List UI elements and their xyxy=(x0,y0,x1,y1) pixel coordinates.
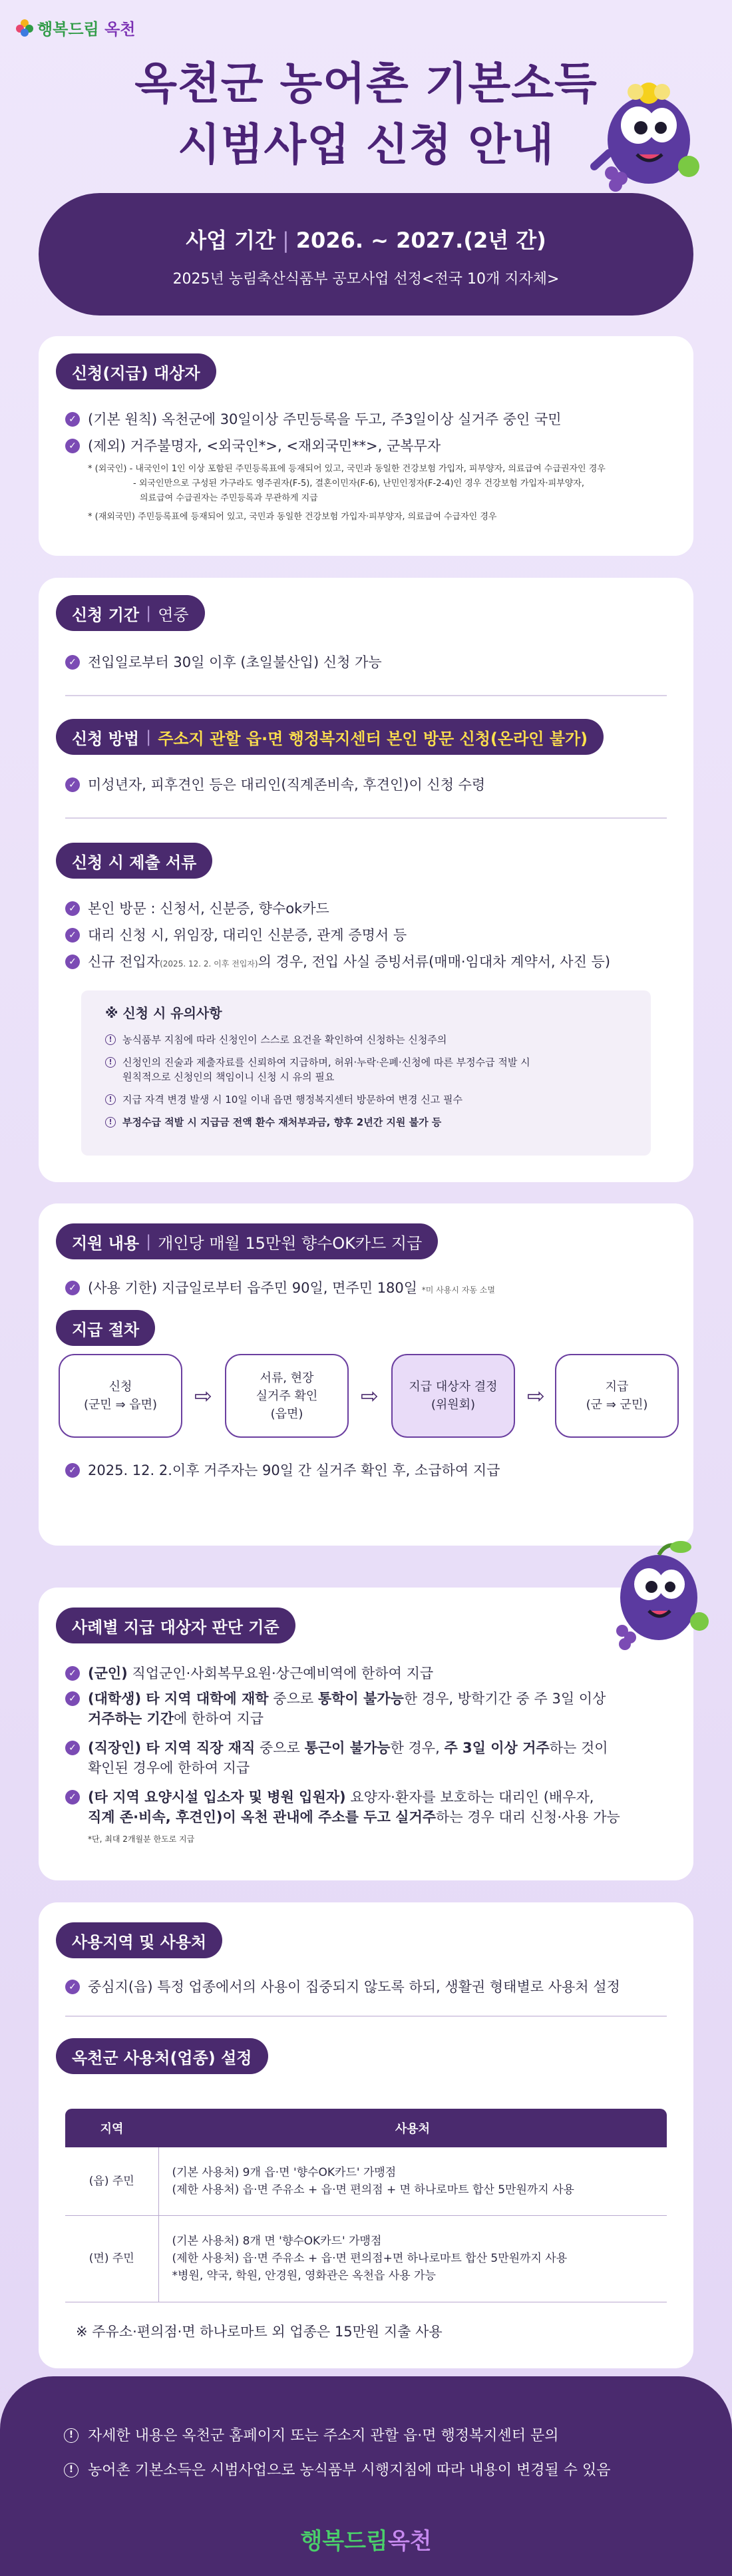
period-value: 2026. ~ 2027.(2년 간) xyxy=(295,228,546,253)
check-icon: ✓ xyxy=(65,777,80,792)
notice-item-1: ! 농식품부 지침에 따라 신청인이 스스로 요건을 확인하여 신청하는 신청주의 xyxy=(105,1033,638,1047)
cases-card xyxy=(39,1588,693,1880)
table-row: (면) 주민 (기본 사용처) 8개 면 '향수OK카드' 가맹점 (제한 사용처) 읍·면 주유소 + 읍·면 편의점+면 하나로마트 합산 5만원까지 사용 *병원, 약국, 학원, 안경원, 영화관은 옥천읍 사용 가능 xyxy=(65,2215,667,2302)
support-card xyxy=(39,1203,693,1546)
foreigner-note-2: - 외국인만으로 구성된 가구라도 영주권자(F-5), 결혼이민자(F-6), 난민인정자(F-2-4)인 경우 건강보험 가입자·피부양자, xyxy=(133,479,585,489)
title-line-1: 옥천군 농어촌 기본소득 xyxy=(134,58,598,109)
overseas-note: * (재외국민) 주민등록표에 등재되어 있고, 국민과 동일한 건강보험 가입자·피부양자, 의료급여 수급자인 경우 xyxy=(88,512,497,522)
support-item: ✓ (사용 기한) 지급일로부터 읍주민 90일, 면주민 180일 *미 사용시 자동 소멸 xyxy=(65,1278,664,1300)
check-icon: ✓ xyxy=(65,928,80,943)
notice-title: ※ 신청 시 유의사항 xyxy=(105,1005,222,1021)
divider xyxy=(65,817,667,819)
grape-mascot-icon xyxy=(582,67,715,200)
usage-table xyxy=(65,2109,667,2302)
grape-mascot-icon xyxy=(602,1531,715,1664)
footer-logo: 행복드림옥천 xyxy=(300,2528,432,2555)
footer-line-1: ! 자세한 내용은 옥천군 홈페이지 또는 주소지 관할 읍·면 행정복지센터 문의 xyxy=(64,2424,559,2445)
check-icon: ✓ xyxy=(65,655,80,670)
care-facility-note: *단, 최대 2개월분 한도로 지급 xyxy=(88,1834,195,1844)
doc-item-1: ✓ 본인 방문 : 신청서, 신분증, 향수ok카드 xyxy=(65,899,664,919)
exclamation-icon: ! xyxy=(105,1094,116,1105)
exclamation-icon: ! xyxy=(105,1034,116,1045)
arrow-right-icon: ⇨ xyxy=(361,1383,379,1408)
check-icon: ✓ xyxy=(65,1790,80,1805)
case-student: ✓ (대학생) 타 지역 대학에 재학 중으로 통학이 불가능한 경우, 방학기간 중 주 3일 이상 거주하는 기간에 한하여 지급 xyxy=(65,1689,664,1729)
footer-line-2: ! 농어촌 기본소득은 시범사업으로 농식품부 시행지침에 따라 내용이 변경될 수 있음 xyxy=(64,2459,611,2479)
divider xyxy=(65,2016,667,2017)
check-icon: ✓ xyxy=(65,1666,80,1681)
process-step-4: 지급 (군 ⇒ 군민) xyxy=(555,1354,679,1438)
application-card xyxy=(39,578,693,1182)
application-notice-box xyxy=(81,990,651,1156)
process-step-2: 서류, 현장 실거주 확인 (읍면) xyxy=(225,1354,349,1438)
check-icon: ✓ xyxy=(65,1980,80,1994)
arrow-right-icon: ⇨ xyxy=(194,1383,212,1408)
top-logo xyxy=(16,16,135,39)
logo-text-2: 옥천 xyxy=(104,20,136,39)
period-label: 사업 기간 xyxy=(186,228,275,253)
usage-card xyxy=(39,1902,693,2368)
check-icon: ✓ xyxy=(65,901,80,916)
project-period-banner: 사업 기간 | 2026. ~ 2027.(2년 간) 2025년 농림축산식품부 공모사업 선정<전국 10개 지자체> xyxy=(39,193,693,316)
cases-heading: 사례별 지급 대상자 판단 기준 xyxy=(56,1608,295,1643)
exclamation-icon: ! xyxy=(64,2463,79,2477)
col-place: 사용처 xyxy=(158,2109,667,2147)
divider xyxy=(65,695,667,696)
title-line-2: 시범사업 신청 안내 xyxy=(177,119,554,170)
exclamation-icon: ! xyxy=(105,1117,116,1128)
process-step-1: 신청 (군민 ⇒ 읍면) xyxy=(59,1354,182,1438)
check-icon: ✓ xyxy=(65,1463,80,1478)
application-period-heading: 신청 기간 | 연중 xyxy=(56,595,205,631)
documents-heading: 신청 시 제출 서류 xyxy=(56,843,212,879)
process-item: ✓ 2025. 12. 2.이후 거주자는 90일 간 실거주 확인 후, 소급하여 지급 xyxy=(65,1460,664,1480)
banner-subtitle: 2025년 농림축산식품부 공모사업 선정<전국 10개 지자체> xyxy=(172,271,560,288)
support-heading: 지원 내용 | 개인당 매월 15만원 향수OK카드 지급 xyxy=(56,1223,438,1259)
check-icon: ✓ xyxy=(65,412,80,427)
application-method-heading: 신청 방법 | 주소지 관할 읍·면 행정복지센터 본인 방문 신청(온라인 불가) xyxy=(56,719,604,755)
notice-item-2b: 원칙적으로 신청인의 책임이니 신청 시 유의 필요 xyxy=(122,1071,335,1083)
eligibility-heading: 신청(지급) 대상자 xyxy=(56,353,216,389)
check-icon: ✓ xyxy=(65,955,80,969)
foreigner-note: * (외국인) - 내국인이 1인 이상 포함된 주민등록표에 등재되어 있고, 국민과 동일한 건강보험 가입자, 피부양자, 의료급여 수급권자인 경우 xyxy=(88,464,606,474)
foreigner-note-3: 의료급여 수급권자는 주민등록과 무관하게 지급 xyxy=(140,493,318,503)
check-icon: ✓ xyxy=(65,1691,80,1706)
notice-item-3: ! 지급 자격 변경 발생 시 10일 이내 읍면 행정복지센터 방문하여 변경 신고 필수 xyxy=(105,1093,638,1107)
table-row: (읍) 주민 (기본 사용처) 9개 읍·면 '향수OK카드' 가맹점 (제한 사용처) 읍·면 주유소 + 읍·면 편의점 + 면 하나로마트 합산 5만원까지 사용 xyxy=(65,2147,667,2215)
eligibility-item-1: ✓ (기본 원칙) 옥천군에 30일이상 주민등록을 두고, 주3일이상 실거주 중인 국민 xyxy=(65,409,664,429)
usage-table-heading: 옥천군 사용처(업종) 설정 xyxy=(56,2038,268,2074)
notice-item-4: ! 부정수급 적발 시 지급금 전액 환수 재처부과금, 향후 2년간 지원 불가 등 xyxy=(105,1116,638,1130)
case-worker: ✓ (직장인) 타 지역 직장 재직 중으로 통근이 불가능한 경우, 주 3일 이상 거주하는 것이 확인된 경우에 한하여 지급 xyxy=(65,1738,664,1778)
method-item: ✓ 미성년자, 피후견인 등은 대리인(직계존비속, 후견인)이 신청 수령 xyxy=(65,775,664,795)
col-region: 지역 xyxy=(65,2109,158,2147)
case-care-facility: ✓ (타 지역 요양시설 입소자 및 병원 입원자) 요양자·환자를 보호하는 대리인 (배우자, 직계 존·비속, 후견인)이 옥천 관내에 주소를 두고 실거주하는 경우 대리 신청·사용 가능 xyxy=(65,1787,664,1827)
usage-note: ※ 주유소·편의점·면 하나로마트 외 업종은 15만원 지출 사용 xyxy=(76,2324,443,2340)
check-icon: ✓ xyxy=(65,439,80,453)
period-item: ✓ 전입일로부터 30일 이후 (초일불산입) 신청 가능 xyxy=(65,652,664,672)
exclamation-icon: ! xyxy=(64,2428,79,2443)
check-icon: ✓ xyxy=(65,1281,80,1295)
check-icon: ✓ xyxy=(65,1741,80,1755)
usage-item: ✓ 중심지(읍) 특정 업종에서의 사용이 집중되지 않도록 하되, 생활권 형태별로 사용처 설정 xyxy=(65,1977,664,1997)
eligibility-item-2: ✓ (제외) 거주불명자, <외국인*>, <재외국민**>, 군복무자 xyxy=(65,436,664,456)
doc-item-3: ✓ 신규 전입자(2025. 12. 2. 이후 전입자)의 경우, 전입 사실 증빙서류(매매·임대차 계약서, 사진 등) xyxy=(65,952,664,974)
exclamation-icon: ! xyxy=(105,1057,116,1068)
doc-item-2: ✓ 대리 신청 시, 위임장, 대리인 신분증, 관계 증명서 등 xyxy=(65,925,664,945)
usage-heading: 사용지역 및 사용처 xyxy=(56,1922,222,1958)
process-step-3: 지급 대상자 결정 (위원회) xyxy=(391,1354,515,1438)
process-heading: 지급 절차 xyxy=(56,1310,155,1346)
notice-item-2: ! 신청인의 진술과 제출자료를 신뢰하여 지급하며, 허위·누락·은폐·신청에 따른 부정수급 적발 시 xyxy=(105,1056,638,1070)
logo-text-1: 행복드림 xyxy=(37,20,99,39)
arrow-right-icon: ⇨ xyxy=(527,1383,545,1408)
flower-logo-icon xyxy=(16,19,33,37)
case-soldier: ✓ (군인) 직업군인·사회복무요원·상근예비역에 한하여 지급 xyxy=(65,1663,664,1683)
eligibility-card xyxy=(39,336,693,556)
